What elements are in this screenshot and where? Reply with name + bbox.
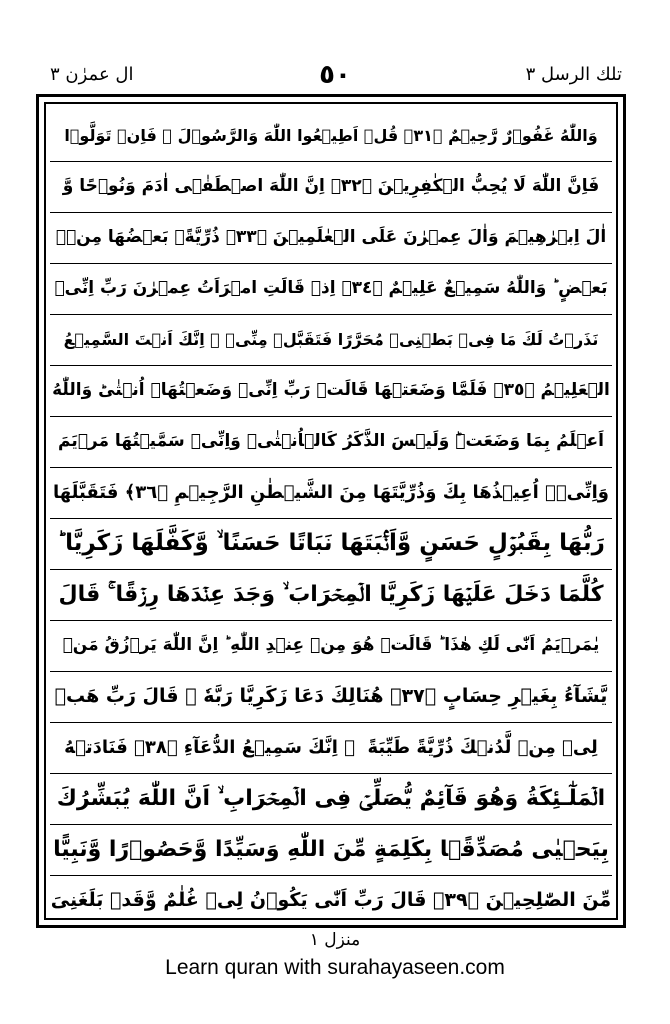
verse-line-10: كُلَّمَا دَخَلَ عَلَيۡهَا زَكَرِيَّا الۡمِحۡرَابَ ۙ وَجَدَ عِنۡدَهَا رِزۡقًا ‌ۚ قَالَ	[50, 569, 612, 621]
verse-line-8: وَاِنِّىۡۤ اُعِيۡذُهَا بِكَ وَذُرِّيَّتَهَا مِنَ الشَّيۡطٰنِ الرَّجِيۡمِ ﴿٣٦﴾ فَتَقَبَّلَهَا	[50, 467, 612, 519]
verse-line-6: الۡعَلِيۡمُ ﴿٣٥﴾ فَلَمَّا وَضَعَتۡهَا قَالَتۡ رَبِّ اِنِّىۡ وَضَعۡتُهَاۤ اُنۡثٰىؕ وَاللّٰهُ	[50, 365, 612, 417]
verse-line-11: يٰمَرۡيَمُ اَنّٰى لَكِ هٰذَا‌ ؕ قَالَتۡ هُوَ مِنۡ عِنۡدِ اللّٰهِ‌ ؕ اِنَّ اللّٰهَ يَرۡزُقُ مَنۡ	[50, 620, 612, 672]
verse-line-13: لِىۡ مِنۡ لَّدُنۡكَ ذُرِّيَّةً طَيِّبَةً ‌ ۚ اِنَّكَ سَمِيۡعُ الدُّعَآءِ ﴿٣٨﴾ فَنَادَتۡهُ	[50, 722, 612, 774]
verse-line-2: فَاِنَّ اللّٰهَ لَا يُحِبُّ الۡكٰفِرِيۡنَ ﴿٣٢﴾ اِنَّ اللّٰهَ اصۡطَفٰۤى اٰدَمَ وَنُوۡحًا وَّ	[50, 161, 612, 213]
verse-lines	[50, 110, 612, 912]
page-frame-inner	[44, 102, 618, 920]
page-frame	[36, 94, 626, 928]
verse-line-14: الۡمَلٰٓـئِكَةُ وَهُوَ قَآئِمٌ يُّصَلِّىۡ فِى الۡمِحۡرَابِ ۙ اَنَّ اللّٰهَ يُبَشِّرُكَ	[50, 773, 612, 825]
verse-line-12: يَّشَآءُ بِغَيۡرِ حِسَابٍ ﴿٣٧﴾ هُنَالِكَ دَعَا زَكَرِيَّا رَبَّهٗ‌ ۚ قَالَ رَبِّ هَبۡ	[50, 671, 612, 723]
page-number: ٥٠	[319, 60, 351, 90]
juz-title: تلك الرسل ٣	[525, 64, 622, 85]
verse-line-15: بِيَحۡيٰى مُصَدِّقًۢا بِكَلِمَةٍ مِّنَ اللّٰهِ وَسَيِّدًا وَّحَصُوۡرًا وَّنَبِيًّا	[50, 824, 612, 876]
verse-line-3: اٰلَ اِبۡرٰهِيۡمَ وَاٰلَ عِمۡرٰنَ عَلَى الۡعٰلَمِيۡنَ ﴿٣٣﴾ ذُرِّيَّةًۢ بَعۡضُهَا مِنۡۢ	[50, 212, 612, 264]
verse-line-5: نَذَرۡتُ لَكَ مَا فِىۡ بَطۡنِىۡ مُحَرَّرًا فَتَقَبَّلۡ مِنِّىۡ ‌ۚ اِنَّكَ اَنۡتَ السَّمِيۡعُ	[50, 314, 612, 366]
surah-title: ال عمرٰن ٣	[50, 64, 134, 85]
verse-line-16: مِّنَ الصّٰلِحِيۡنَ ﴿٣٩﴾ قَالَ رَبِّ اَنّٰى يَكُوۡنُ لِىۡ غُلٰمٌ وَّقَدۡ بَلَغَنِىَ	[50, 889, 612, 911]
page-header	[40, 60, 630, 94]
verse-line-9: رَبُّهَا بِقَبُوۡلٍ حَسَنٍ وَّاَنۡۢبَتَهَا نَبَاتًا حَسَنًا ۙ وَّكَفَّلَهَا زَكَرِيَّا‌ ؕ	[50, 518, 612, 570]
verse-line-1: وَاللّٰهُ غَفُوۡرٌ رَّحِيۡمٌ ﴿٣١﴾ قُلۡ اَطِيۡعُوا اللّٰهَ وَالرَّسُوۡلَ ۚ فَاِنۡ تَوَلَّوۡا	[50, 110, 612, 162]
website-caption: Learn quran with surahayaseen.com	[165, 956, 505, 979]
verse-line-4: بَعۡضٍ ‌ؕ وَاللّٰهُ سَمِيۡعٌ عَلِيۡمٌ ﴿٣٤﴾ اِذۡ قَالَتِ امۡرَاَتُ عِمۡرٰنَ رَبِّ اِنِّىۡ	[50, 263, 612, 315]
manzil-label: منزل ١	[309, 930, 361, 950]
verse-line-7: اَعۡلَمُ بِمَا وَضَعَتۡؕ وَلَيۡسَ الذَّكَرُ كَالۡاُنۡثٰى‌ۚ وَاِنِّىۡ سَمَّيۡتُهَا مَرۡيَمَ	[50, 416, 612, 468]
